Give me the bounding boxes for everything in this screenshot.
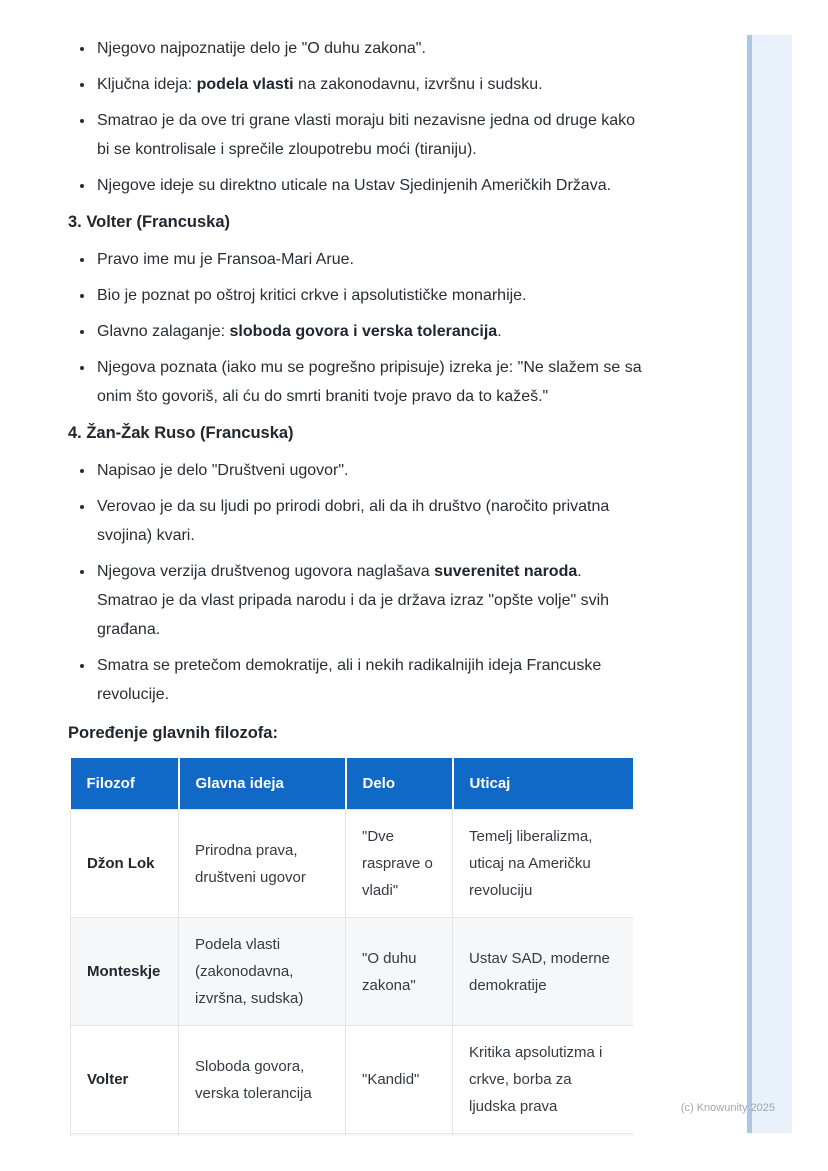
- text-run: Njegove ideje su direktno uticale na Ustav Sjedinjenih Američkih Država.: [97, 177, 612, 194]
- list-item: [95, 557, 643, 644]
- cell-partial: [346, 1134, 453, 1137]
- table-header-row: [71, 758, 634, 810]
- cell-main-idea: Prirodna prava, društveni ugovor: [179, 810, 346, 918]
- comparison-table-container: [70, 758, 633, 1136]
- text-run: .: [497, 323, 502, 340]
- text-run: na zakonodavnu, izvršnu i sudsku.: [293, 76, 543, 93]
- section-heading-volter: 3. Volter (Francuska): [68, 213, 230, 231]
- text-run: Bio je poznat po oštroj kritici crkve i apsolutističke monarhije.: [97, 287, 527, 304]
- section-heading-ruso: 4. Žan-Žak Ruso (Francuska): [68, 424, 294, 442]
- column-header-filozof: Filozof: [71, 758, 179, 810]
- text-run: Smatrao je da ove tri grane vlasti moraju biti nezavisne jedna od druge kako bi se kontrolisale i sprečile zloupotrebu moći (tiraniju).: [97, 112, 636, 158]
- text-run: Smatra se pretečom demokratije, ali i nekih radikalnijih ideja Francuske revolucije.: [97, 657, 602, 703]
- bullet-list-ruso: [68, 456, 643, 709]
- list-item: [95, 353, 643, 411]
- table-row-monteskje: [71, 918, 634, 1026]
- table-row-partial: [71, 1134, 634, 1137]
- cell-influence: Ustav SAD, moderne demokratije: [453, 918, 634, 1026]
- cell-influence: Kritika apsolutizma i crkve, borba za ljudska prava: [453, 1026, 634, 1134]
- bullet-list-monteskje: [68, 34, 643, 200]
- list-item: [95, 281, 643, 310]
- list-item: [95, 34, 643, 63]
- cell-main-idea: Sloboda govora, verska tolerancija: [179, 1026, 346, 1134]
- bold-run: sloboda govora i verska tolerancija: [229, 323, 498, 340]
- list-item: [95, 106, 643, 164]
- cell-influence: Temelj liberalizma, uticaj na Američku revoluciju: [453, 810, 634, 918]
- scrollbar-track[interactable]: [747, 35, 792, 1133]
- text-run: Napisao je delo "Društveni ugovor".: [97, 462, 349, 479]
- document-content: [68, 34, 643, 1136]
- cell-work: "Kandid": [346, 1026, 453, 1134]
- cell-partial: [71, 1134, 179, 1137]
- table-row-volter: [71, 1026, 634, 1134]
- text-run: Glavno zalaganje:: [97, 323, 230, 340]
- cell-work: "Dve rasprave o vladi": [346, 810, 453, 918]
- list-item: [95, 456, 643, 485]
- list-item: [95, 245, 643, 274]
- text-run: Pravo ime mu je Fransoa-Mari Arue.: [97, 251, 354, 268]
- watermark-text: (c) Knowunity 2025: [680, 1102, 775, 1114]
- table-row-dzon-lok: [71, 810, 634, 918]
- column-header-delo: Delo: [346, 758, 453, 810]
- cell-philosopher: Džon Lok: [71, 810, 179, 918]
- list-item: [95, 171, 643, 200]
- cell-philosopher: Volter: [71, 1026, 179, 1134]
- text-run: Njegovo najpoznatije delo je "O duhu zakona".: [97, 40, 426, 57]
- column-header-glavna-ideja: Glavna ideja: [179, 758, 346, 810]
- table-title: Poređenje glavnih filozofa:: [68, 724, 278, 742]
- bold-run: suverenitet naroda: [434, 563, 578, 580]
- list-item: [95, 492, 643, 550]
- text-run: Njegova poznata (iako mu se pogrešno pripisuje) izreka je: "Ne slažem se sa onim što govoriš, ali ću do smrti braniti tvoje pravo da to kažeš.": [97, 359, 642, 405]
- list-item: [95, 317, 643, 346]
- column-header-uticaj: Uticaj: [453, 758, 634, 810]
- text-run: Njegova verzija društvenog ugovora naglašava: [97, 563, 435, 580]
- cell-partial: [453, 1134, 634, 1137]
- bullet-list-volter: [68, 245, 643, 411]
- cell-partial: [179, 1134, 346, 1137]
- bold-run: podela vlasti: [196, 76, 294, 93]
- text-run: Verovao je da su ljudi po prirodi dobri, ali da ih društvo (naročito privatna svojina) kvari.: [97, 498, 610, 544]
- text-run: Ključna ideja:: [97, 76, 197, 93]
- comparison-table: [70, 758, 633, 1136]
- list-item: [95, 70, 643, 99]
- list-item: [95, 651, 643, 709]
- text-run: . Smatrao je da vlast pripada narodu i da je država izraz "opšte volje" svih građana.: [97, 563, 610, 638]
- cell-work: "O duhu zakona": [346, 918, 453, 1026]
- cell-main-idea: Podela vlasti (zakonodavna, izvršna, sudska): [179, 918, 346, 1026]
- cell-philosopher: Monteskje: [71, 918, 179, 1026]
